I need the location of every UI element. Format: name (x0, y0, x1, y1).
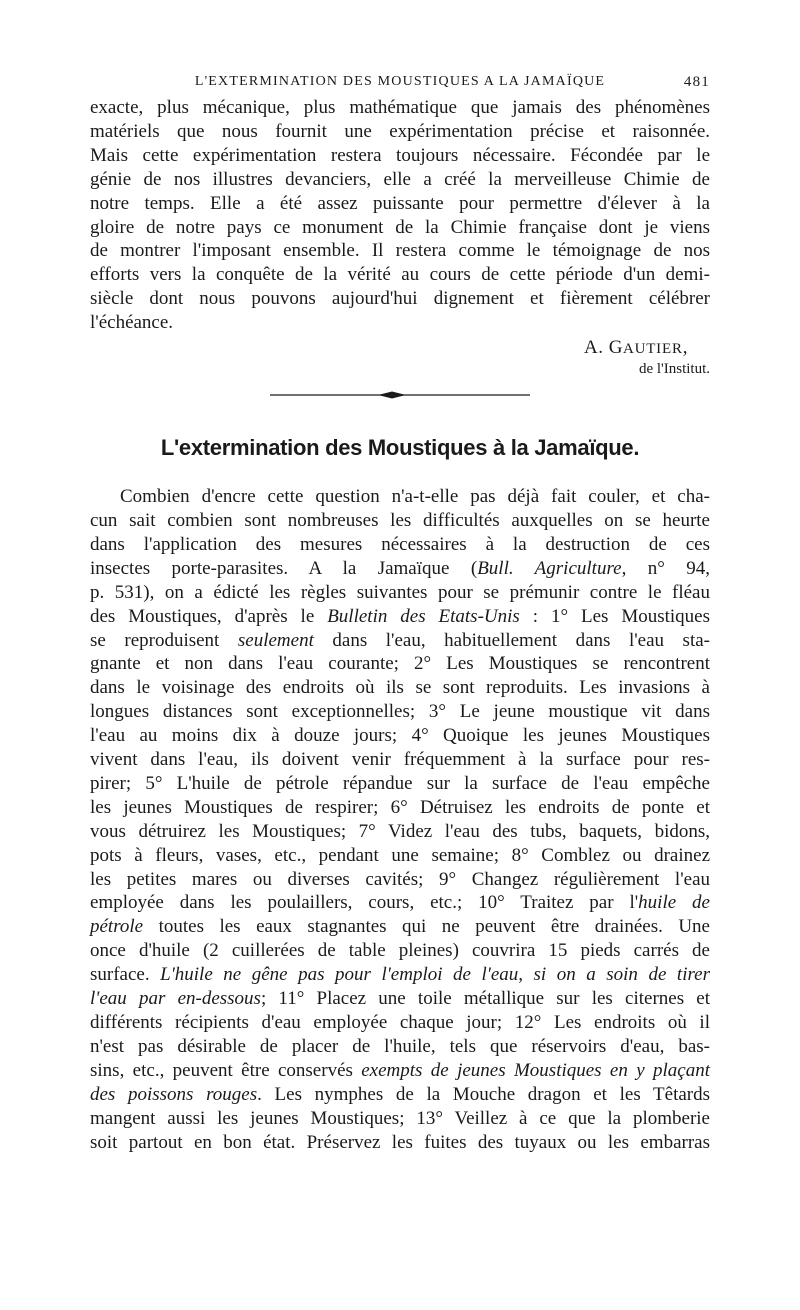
text-line (90, 605, 710, 629)
signature (90, 335, 710, 383)
text-segment: les petites mares ou diverses cavités; 9° Changez régulièrement l'eau (90, 868, 710, 890)
text-segment: dans l'eau, habituellement dans l'eau sta- (313, 629, 710, 651)
text-segment: : 1° Les Moustiques (519, 605, 711, 627)
text-segment: insectes porte-parasites. A la Jamaïque ( (90, 557, 478, 579)
text-segment: ; 11° Placez une toile métallique sur les citernes et (260, 988, 711, 1010)
text-line (90, 581, 710, 605)
text-segment: dans le voisinage des endroits où ils se sont reproduits. Les invasions à (90, 677, 710, 699)
text-segment: l'eau au moins dix à douze jours; 4° Quoique les jeunes Moustiques (90, 725, 710, 747)
signature-affiliation: de l'Institut. (638, 361, 710, 378)
section-divider (90, 383, 710, 413)
text-line (90, 1083, 710, 1107)
text-line (90, 700, 710, 724)
text-segment: employée dans les poulaillers, cours, etc.; 10° Traitez par l' (90, 892, 639, 914)
text-segment: p. 531), on a édicté les règles suivantes pour se prémunir contre le fléau (90, 581, 710, 603)
italic-text: pétrole (90, 916, 144, 938)
italic-text: L'huile ne gêne pas pour l'emploi de l'eau, si on a soin de tirer (160, 964, 710, 986)
article-body (90, 485, 710, 1154)
text-line (90, 1059, 710, 1083)
text-line (90, 915, 710, 939)
page (90, 68, 710, 1154)
text-segment: pots à fleurs, vases, etc., pendant une semaine; 8° Comblez ou drainez (90, 844, 710, 866)
text-segment: surface. (90, 964, 161, 986)
text-segment: . Les nymphes de la Mouche dragon et les Têtards (257, 1083, 710, 1105)
text-line: génie de nos illustres devanciers, elle a créé la merveilleuse Chimie de (90, 168, 710, 190)
text-segment: se reproduisent (90, 629, 238, 651)
text-segment: Combien d'encre cette question n'a-t-elle pas déjà fait couler, et cha- (120, 486, 710, 508)
text-segment: gnante et non dans l'eau courante; 2° Les Moustiques se rencontrent (90, 653, 710, 675)
text-line (90, 963, 710, 987)
text-line (90, 939, 710, 963)
italic-text: Bull. Agriculture (477, 557, 622, 579)
text-line (90, 772, 710, 796)
text-segment: toutes les eaux stagnantes qui ne peuvent être drainées. Une (143, 916, 710, 938)
intro-paragraph (90, 96, 710, 335)
italic-text: Bulletin des Etats-Unis (327, 605, 520, 627)
running-head-title: L'EXTERMINATION DES MOUSTIQUES A LA JAMAÏQUE (194, 74, 606, 89)
text-segment: n'est pas désirable de placer de l'huile, tels que réservoirs d'eau, bas- (90, 1035, 710, 1057)
italic-text: huile de (638, 892, 710, 914)
text-segment: dans l'application des mesures nécessaires à la destruction de ces (90, 533, 710, 555)
text-segment: cun sait combien sont nombreuses les difficultés auxquelles on se heurte (90, 509, 710, 531)
text-segment: mangent aussi les jeunes Moustiques; 13° Veillez à ce que la plomberie (90, 1107, 710, 1129)
text-line (90, 868, 710, 892)
text-segment: longues distances sont exceptionnelles; 3° Le jeune moustique vit dans (90, 701, 710, 723)
text-line (90, 724, 710, 748)
text-line (90, 557, 710, 581)
text-line (90, 652, 710, 676)
text-line: l'échéance. (90, 312, 174, 334)
text-line: gloire de notre pays ce monument de la Chimie française dont je viens (90, 216, 710, 238)
text-segment: , n° 94, (621, 557, 710, 579)
text-line: notre temps. Elle a été assez puissante pour permettre d'élever à la (90, 192, 710, 214)
text-segment: pirer; 5° L'huile de pétrole répandue sur la surface de l'eau empêche (90, 772, 710, 794)
running-head (90, 68, 710, 96)
text-segment: les jeunes Moustiques de respirer; 6° Détruisez les endroits de ponte et (90, 796, 710, 818)
text-line (90, 1035, 710, 1059)
text-line (90, 533, 710, 557)
text-segment: différents récipients d'eau employée chaque jour; 12° Les endroits où il (90, 1012, 710, 1033)
italic-text: des poissons rouges (90, 1083, 258, 1105)
text-line (90, 748, 710, 772)
text-segment: once d'huile (2 cuillerées de table pleines) couvrira 15 pieds carrés de (90, 940, 710, 962)
text-segment: vivent dans l'eau, ils doivent venir fréquemment à la surface pour res- (90, 749, 710, 771)
italic-text: exempts de jeunes Moustiques en y plaçant (361, 1059, 710, 1081)
text-line: matériels que nous fournit une expérimentation précise et raisonnée. (90, 120, 710, 142)
text-line: efforts vers la conquête de la vérité au cours de cette période d'un demi- (90, 264, 710, 286)
text-line (90, 629, 710, 653)
text-line (90, 796, 710, 820)
text-line (90, 844, 710, 868)
text-line (90, 891, 710, 915)
text-segment: soit partout en bon état. Préservez les fuites des tuyaux ou les embarras (90, 1131, 710, 1153)
italic-text: seulement (237, 629, 314, 651)
page-number: 481 (683, 74, 710, 90)
article-title: L'extermination des Moustiques à la Jamaïque. (160, 435, 640, 461)
text-line: de montrer l'imposant ensemble. Il restera comme le témoignage de nos (90, 240, 710, 262)
text-segment: des Moustiques, d'après le (90, 605, 328, 627)
text-line (90, 987, 710, 1011)
text-segment: vous détruirez les Moustiques; 7° Videz l'eau des tubs, baquets, bidons, (90, 820, 710, 842)
text-line (90, 1131, 710, 1155)
text-line: exacte, plus mécanique, plus mathématique que jamais des phénomènes (90, 97, 710, 118)
signature-name: A. GAUTIER, (584, 337, 688, 359)
italic-text: l'eau par en-dessous (90, 988, 261, 1010)
text-line (90, 1011, 710, 1035)
text-line: Mais cette expérimentation restera toujours nécessaire. Fécondée par le (90, 144, 710, 166)
text-line (90, 820, 710, 844)
divider-ornament (270, 389, 530, 401)
text-segment: sins, etc., peuvent être conservés (90, 1059, 362, 1081)
text-line (90, 509, 710, 533)
text-line (90, 485, 710, 509)
text-line (90, 1107, 710, 1131)
text-line: siècle dont nous pouvons aujourd'hui dignement et fièrement célébrer (90, 288, 710, 310)
text-line (90, 676, 710, 700)
